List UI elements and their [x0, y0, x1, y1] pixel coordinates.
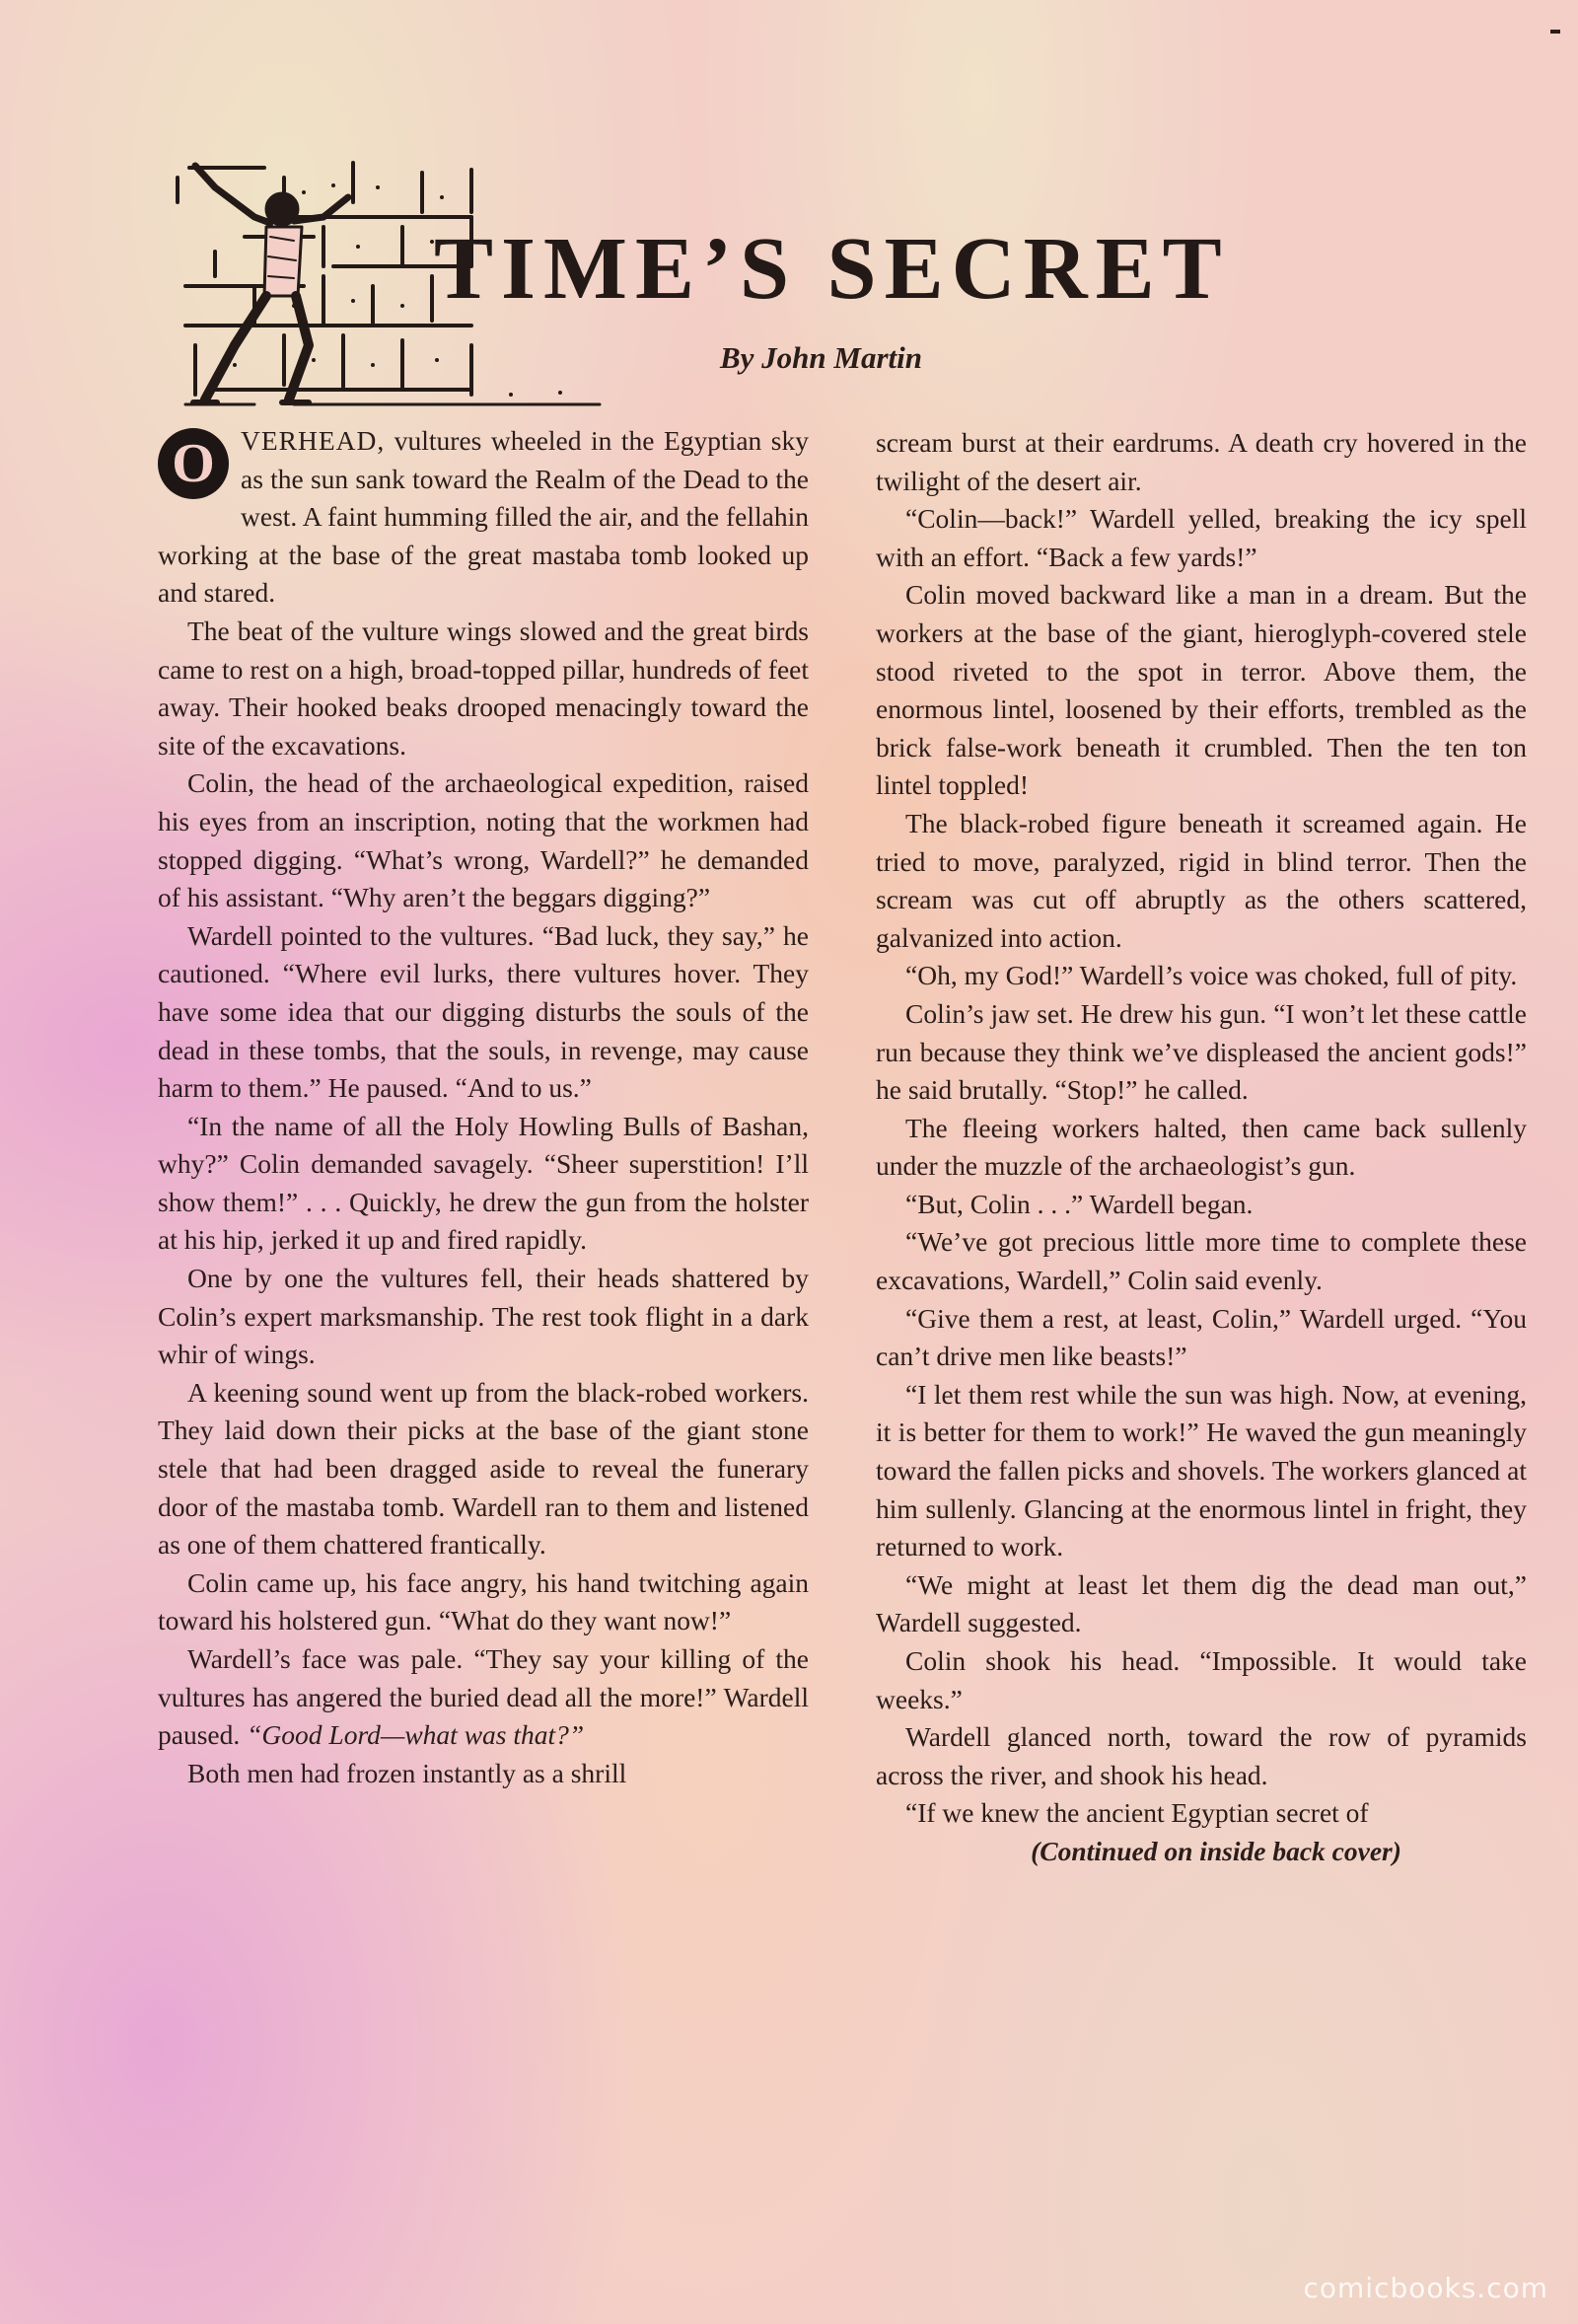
paragraph: scream burst at their eardrums. A death cry hovered in the twilight of the desert air. — [876, 427, 1527, 496]
lead-paragraph — [158, 422, 809, 613]
paragraph: “In the name of all the Holy Howling Bulls of Bashan, why?” Colin demanded savagely. “Sheer superstition! I’ll show them!” . . . Quickly, he drew the gun from the holster at his hip, jerked it up and fired rapidly. — [158, 1110, 809, 1256]
paragraph: “But, Colin . . .” Wardell began. — [905, 1188, 1254, 1219]
paragraph: Wardell glanced north, toward the row of pyramids across the river, and shook his head. — [876, 1721, 1527, 1790]
paragraph — [158, 1640, 809, 1755]
paragraph-italic: “Good Lord—what was that?” — [247, 1719, 585, 1751]
paragraph: “Give them a rest, at least, Colin,” Wardell urged. “You can’t drive men like beasts!” — [876, 1302, 1527, 1372]
story-title: TIME’S SECRET — [434, 220, 1230, 318]
story-byline: By John Martin — [720, 340, 923, 375]
paragraph: Both men had frozen instantly as a shrill — [187, 1757, 627, 1788]
paragraph: The fleeing workers halted, then came back sullenly under the muzzle of the archaeologist’s gun. — [876, 1112, 1527, 1182]
paragraph: Colin moved backward like a man in a dream. But the workers at the base of the giant, hieroglyph-covered stele stood riveted to the spot in terror. Above them, the enormous lintel, loosened by their efforts, trembled as the brick false-work beneath it crumbled. Then the ten ton lintel toppled! — [876, 579, 1527, 801]
drop-cap: O — [158, 428, 229, 499]
paragraph: One by one the vultures fell, their heads shattered by Colin’s expert marksmanship. The rest took flight in a dark whir of wings. — [158, 1263, 809, 1370]
lead-caps: VERHEAD, — [241, 425, 386, 456]
paragraph: The black-robed figure beneath it screamed again. He tried to move, paralyzed, rigid in blind terror. Then the scream was cut off abruptly as the others scattered, galvanized into action. — [876, 807, 1527, 953]
paragraph: Colin shook his head. “Impossible. It would take weeks.” — [876, 1645, 1527, 1714]
watermark: comicbooks.com — [1303, 2272, 1548, 2304]
lead-text: vultures wheeled in the Egyptian sky as the sun sank toward the Realm of the Dead to the west. A faint humming filled the air, and the fellahin working at the base of the great mastaba tomb looked up and stared. — [158, 425, 809, 609]
paragraph: A keening sound went up from the black-robed workers. They laid down their picks at the base of the giant stone stele that had been dragged aside to reveal the funerary door of the mastaba tomb. Wardell ran to them and listened as one of them chattered frantically. — [158, 1376, 809, 1561]
paragraph-text: Wardell’s face was pale. “They say your killing of the vultures has angered the buried dead all the more!” Wardell paused. — [158, 1643, 809, 1751]
continued-note: (Continued on inside back cover) — [1031, 1835, 1401, 1866]
paragraph: Colin came up, his face angry, his hand twitching again toward his holstered gun. “What do they want now!” — [158, 1566, 809, 1636]
paragraph: “Oh, my God!” Wardell’s voice was choked, full of pity. — [905, 960, 1518, 991]
paragraph: Colin’s jaw set. He drew his gun. “I won’t let these cattle run because they think we’ve displeased the ancient gods!” he said brutally. “Stop!” he called. — [876, 997, 1527, 1106]
story-header — [176, 158, 1260, 414]
right-column — [876, 424, 1527, 1871]
paragraph: “We might at least let them dig the dead man out,” Wardell suggested. — [876, 1568, 1527, 1638]
paragraph: “Colin—back!” Wardell yelled, breaking the icy spell with an effort. “Back a few yards!” — [876, 503, 1527, 572]
paragraph: “We’ve got precious little more time to complete these excavations, Wardell,” Colin said evenly. — [876, 1226, 1527, 1296]
paragraph: Wardell pointed to the vultures. “Bad luck, they say,” he cautioned. “Where evil lurks, there vultures hover. They have some idea that our digging disturbs the souls of the dead in these tombs, that the souls, in revenge, may cause harm to them.” He paused. “And to us.” — [158, 919, 809, 1104]
paragraph: The beat of the vulture wings slowed and the great birds came to rest on a high, broad-topped pillar, hundreds of feet away. Their hooked beaks drooped menacingly toward the site of the excavations. — [158, 615, 809, 761]
corner-mark — [1550, 30, 1560, 34]
paragraph: “If we knew the ancient Egyptian secret of — [905, 1797, 1369, 1829]
paragraph: “I let them rest while the sun was high. Now, at evening, it is better for them to work!” He waved the gun meaningly toward the fallen picks and shovels. The workers glanced at him sullenly. Glancing at the enormous lintel in fright, they returned to work. — [876, 1378, 1527, 1562]
left-column — [158, 422, 809, 1792]
paragraph: Colin, the head of the archaeological expedition, raised his eyes from an inscription, noting that the workmen had stopped digging. “What’s wrong, Wardell?” he demanded of his assistant. “Why aren’t the beggars digging?” — [158, 767, 809, 913]
